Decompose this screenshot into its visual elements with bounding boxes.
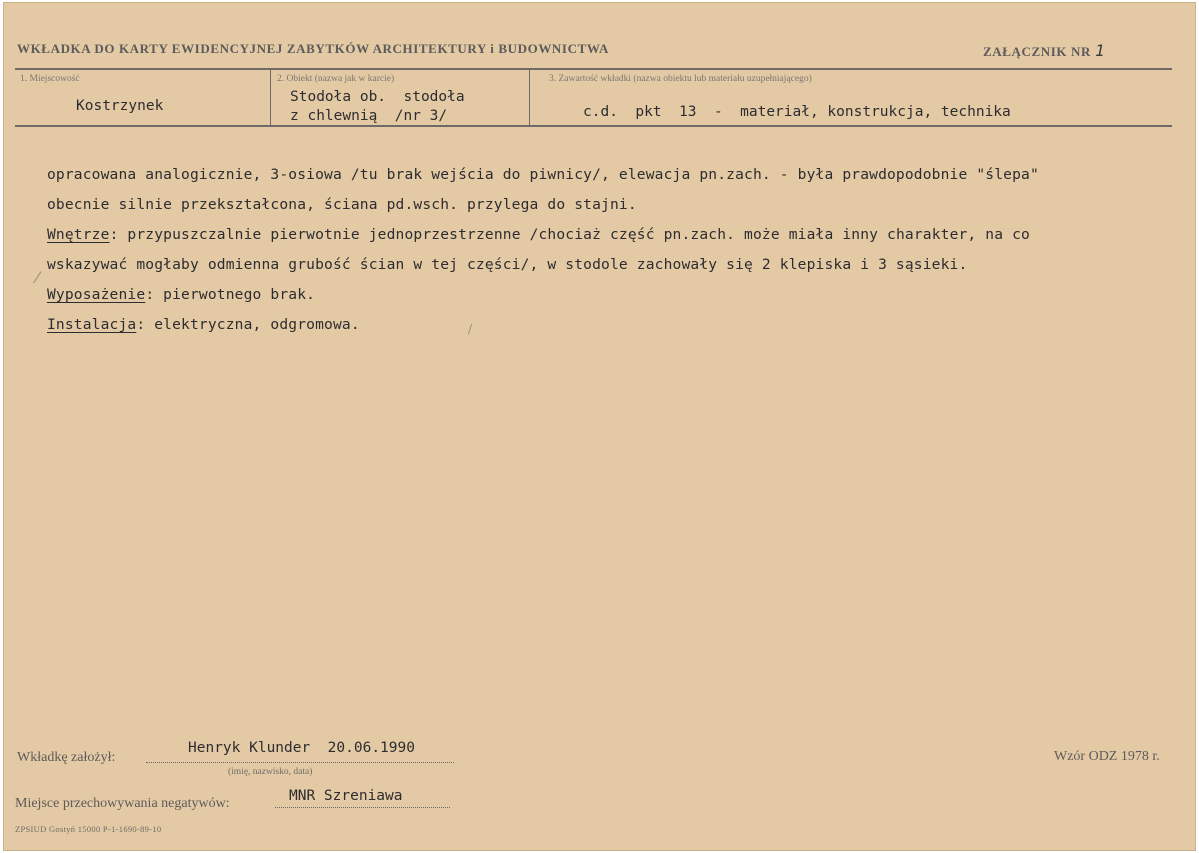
- content-value: c.d. pkt 13 - materiał, konstrukcja, technika: [583, 104, 1011, 120]
- installation-heading: Instalacja: [47, 316, 137, 333]
- created-by-line: [146, 762, 454, 763]
- interior-paragraph: [47, 220, 1177, 250]
- annex-label-text: ZAŁĄCZNIK NR: [983, 44, 1091, 59]
- body-line-1: opracowana analogicznie, 3-osiowa /tu brak wejścia do piwnicy/, elewacja pn.zach. - była prawdopodobnie "ślepa": [47, 166, 1039, 183]
- header-rule-top: [15, 68, 1172, 70]
- object-value-line1: Stodoła ob. stodoła: [290, 89, 465, 105]
- created-by-caption: (imię, nazwisko, data): [228, 767, 313, 777]
- created-by-value: Henryk Klunder 20.06.1990: [188, 740, 415, 756]
- field-divider-2: [529, 70, 530, 125]
- equipment-heading: Wyposażenie: [47, 286, 146, 303]
- annex-label: [983, 41, 1105, 60]
- installation-text: : elektryczna, odgromowa.: [136, 316, 360, 333]
- created-by-label: Wkładkę założył:: [17, 750, 116, 765]
- object-value-line2: z chlewnią /nr 3/: [290, 108, 448, 124]
- locality-label: 1. Miejscowość: [20, 74, 80, 84]
- paper-speck-2: /: [468, 322, 473, 336]
- content-label: 3. Zawartość wkładki (nazwa obiektu lub materiału uzupełniającego): [549, 74, 812, 84]
- print-code: ZPSIUD Gostyń 15000 P-1-1690-89-10: [15, 824, 162, 834]
- field-divider-1: [270, 70, 271, 125]
- negatives-line: [275, 807, 450, 808]
- paper-speck: ⁄: [36, 268, 39, 287]
- form-title: WKŁADKA DO KARTY EWIDENCYJNEJ ZABYTKÓW ARCHITEKTURY i BUDOWNICTWA: [17, 41, 609, 56]
- equipment-text: : pierwotnego brak.: [145, 286, 316, 303]
- form-model: Wzór ODZ 1978 r.: [1054, 749, 1160, 764]
- record-card: [3, 2, 1196, 851]
- negatives-label: Miejsce przechowywania negatywów:: [15, 796, 230, 811]
- description-body: [47, 160, 1177, 340]
- interior-text-1: : przypuszczalnie pierwotnie jednoprzestrzenne /chociaż część pn.zach. może miała inny charakter, na co: [109, 226, 1030, 243]
- negatives-value: MNR Szreniawa: [289, 788, 403, 804]
- annex-number: 1: [1094, 41, 1106, 60]
- equipment-paragraph: [47, 280, 1177, 310]
- body-line-2: obecnie silnie przekształcona, ściana pd.wsch. przylega do stajni.: [47, 196, 637, 213]
- interior-text-2: wskazywać mogłaby odmienna grubość ścian w tej części/, w stodole zachowały się 2 klepiska i 3 sąsieki.: [47, 256, 968, 273]
- installation-paragraph: [47, 310, 1177, 340]
- locality-value: Kostrzynek: [76, 98, 164, 114]
- object-label: 2. Obiekt (nazwa jak w karcie): [277, 74, 395, 84]
- header-rule-bottom: [15, 125, 1172, 127]
- interior-heading: Wnętrze: [47, 226, 110, 243]
